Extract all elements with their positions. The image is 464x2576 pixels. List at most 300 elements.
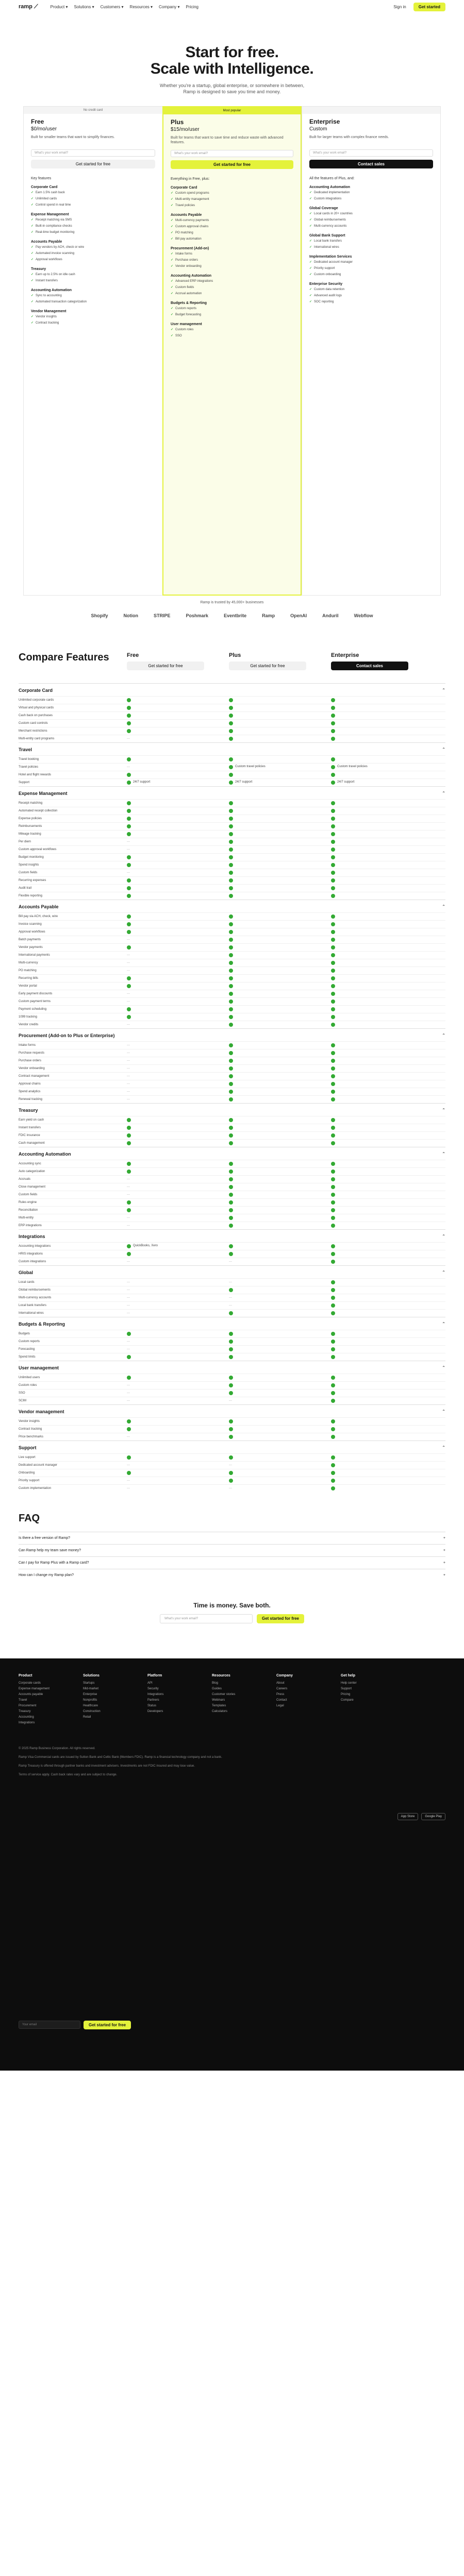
- included-check-icon: [127, 1141, 131, 1145]
- feature-cell: [331, 1433, 433, 1440]
- feature-name: International payments: [19, 954, 50, 957]
- included-check-icon: [331, 714, 335, 718]
- compare-section-header[interactable]: [19, 900, 445, 912]
- footer-link[interactable]: Press: [276, 1693, 285, 1696]
- feature-cell: [331, 1469, 433, 1477]
- faq-item[interactable]: [19, 1569, 445, 1581]
- table-row: [19, 861, 445, 869]
- check-icon: ✓: [309, 225, 312, 228]
- feature-cell: [331, 854, 433, 861]
- not-included-icon: —: [127, 1224, 130, 1227]
- compare-section-header[interactable]: [19, 743, 445, 755]
- feature-cell: [127, 815, 229, 822]
- feature-cell: [127, 1089, 229, 1095]
- feature-cell: [331, 1057, 433, 1064]
- check-icon: ✓: [31, 218, 34, 222]
- feature-cell: [331, 720, 433, 727]
- compare-column-cta[interactable]: Get started for free: [127, 662, 204, 670]
- compare-section-title: Support: [19, 1445, 37, 1450]
- feature-name: Accounting sync: [19, 1162, 41, 1165]
- footer-link[interactable]: Expense management: [19, 1687, 50, 1690]
- feature-cell: [127, 892, 229, 900]
- feature-item: [31, 294, 155, 298]
- feature-name: Recurring expenses: [19, 879, 46, 882]
- feature-group-title: Enterprise Security: [309, 282, 343, 286]
- check-icon: ✓: [171, 192, 174, 195]
- plan-features: [24, 168, 162, 326]
- included-check-icon: [127, 922, 131, 926]
- feature-cell: [127, 704, 229, 711]
- footer-link[interactable]: Status: [147, 1704, 157, 1707]
- compare-section: [19, 1147, 445, 1229]
- included-check-icon: [229, 1074, 233, 1078]
- footer-link[interactable]: Enterprise: [83, 1693, 97, 1696]
- feature-cell: [127, 968, 229, 974]
- included-check-icon: [331, 1090, 335, 1094]
- included-check-icon: [331, 992, 335, 996]
- compare-section: [19, 683, 445, 742]
- plan-cta-button[interactable]: Get started for free: [31, 160, 155, 168]
- feature-cell: [127, 991, 229, 997]
- included-check-icon: [229, 706, 233, 710]
- plan-tag: Most popular: [163, 107, 301, 114]
- feature-cell: [229, 1073, 331, 1080]
- included-check-icon: [127, 729, 131, 733]
- footer-link[interactable]: Accounts payable: [19, 1693, 43, 1696]
- footer-link[interactable]: Customer stories: [212, 1693, 236, 1696]
- feature-cell: [331, 823, 433, 830]
- footer-link[interactable]: Templates: [212, 1704, 226, 1707]
- chevron-up-icon[interactable]: ⌃: [442, 1270, 445, 1275]
- included-check-icon: [331, 809, 335, 813]
- feature-cell: [229, 861, 331, 869]
- included-check-icon: [127, 1419, 131, 1423]
- feature-cell: [229, 764, 331, 771]
- table-row: [19, 1433, 445, 1440]
- table-row: [19, 1309, 445, 1317]
- chevron-up-icon[interactable]: ⌃: [442, 791, 445, 795]
- included-check-icon: [127, 1200, 131, 1205]
- feature-cell: [331, 1183, 433, 1191]
- feature-cell: [331, 1346, 433, 1353]
- compare-section-header[interactable]: [19, 1441, 445, 1453]
- feature-cell: [331, 1013, 433, 1021]
- not-included-icon: —: [127, 737, 130, 740]
- table-row: [19, 1389, 445, 1397]
- included-check-icon: [229, 824, 233, 828]
- feature-item: [171, 204, 293, 208]
- bottom-email-input[interactable]: What's your work email?: [160, 1614, 253, 1623]
- not-included-icon: —: [127, 1185, 130, 1189]
- feature-cell: [331, 735, 433, 742]
- compare-section: [19, 1404, 445, 1440]
- feature-name: Custom payment terms: [19, 1000, 51, 1003]
- feature-name: Vendor portal: [19, 985, 37, 988]
- feature-name: Bill pay via ACH, check, wire: [19, 915, 58, 918]
- footer-link[interactable]: Webinars: [212, 1699, 225, 1702]
- included-check-icon: [331, 871, 335, 875]
- included-check-icon: [229, 848, 233, 852]
- faq-item[interactable]: [19, 1532, 445, 1544]
- feature-name: Multi-currency: [19, 961, 38, 964]
- footer-link[interactable]: Corporate cards: [19, 1682, 41, 1685]
- compare-section: [19, 1265, 445, 1317]
- feature-item: [171, 264, 293, 269]
- included-check-icon: [331, 945, 335, 950]
- plan-card-enterprise: [302, 106, 441, 596]
- feature-cell: [331, 1389, 433, 1397]
- footer-link[interactable]: Compare: [341, 1699, 354, 1702]
- footer-link[interactable]: Nonprofits: [83, 1699, 97, 1702]
- check-icon: ✓: [31, 273, 34, 276]
- table-row: [19, 771, 445, 778]
- chevron-up-icon[interactable]: ⌃: [442, 747, 445, 752]
- included-check-icon: [331, 729, 335, 733]
- footer-link[interactable]: Support: [341, 1687, 352, 1690]
- feature-label: Receipt matching via SMS: [36, 218, 72, 222]
- compare-section: [19, 1229, 445, 1265]
- feature-item: [171, 252, 293, 257]
- legal-text: Terms of service apply. Cash back rates vary and are subject to change.: [19, 1773, 118, 1776]
- chevron-up-icon[interactable]: ⌃: [442, 904, 445, 909]
- feature-cell-note: 24/7 support: [133, 781, 151, 784]
- table-row: [19, 727, 445, 735]
- table-row: [19, 704, 445, 711]
- included-check-icon: [127, 698, 131, 702]
- feature-cell: [127, 1081, 229, 1087]
- table-row: [19, 1330, 445, 1337]
- feature-name: Forecasting: [19, 1348, 35, 1351]
- footer-link[interactable]: Blog: [212, 1682, 219, 1685]
- ramp-logo[interactable]: ramp ⟋: [19, 3, 38, 10]
- included-check-icon: [331, 1252, 335, 1256]
- compare-section-header[interactable]: [19, 1147, 445, 1160]
- feature-cell: [127, 1140, 229, 1147]
- check-icon: ✓: [171, 204, 174, 207]
- footer-newsletter: [19, 2021, 131, 2029]
- included-check-icon: [229, 1133, 233, 1138]
- included-check-icon: [229, 1455, 233, 1460]
- feature-cell: [127, 1124, 229, 1131]
- included-check-icon: [331, 757, 335, 761]
- feature-cell: [229, 1338, 331, 1345]
- compare-section-header[interactable]: [19, 1104, 445, 1116]
- bottom-cta-title: Time is money. Save both.: [193, 1602, 271, 1609]
- footer-link[interactable]: Help center: [341, 1682, 357, 1685]
- footer-column-title: Solutions: [83, 1674, 100, 1677]
- not-included-icon: —: [127, 1044, 130, 1047]
- feature-cell: [127, 1338, 229, 1345]
- feature-name: Batch payments: [19, 938, 41, 941]
- included-check-icon: [229, 1288, 233, 1292]
- table-row: [19, 1116, 445, 1124]
- included-check-icon: [127, 1376, 131, 1380]
- nav-link[interactable]: Product ▾: [50, 4, 68, 9]
- included-check-icon: [127, 1126, 131, 1130]
- included-check-icon: [331, 1208, 335, 1212]
- feature-cell: [127, 1374, 229, 1381]
- not-included-icon: —: [127, 840, 130, 843]
- compare-section-header[interactable]: [19, 684, 445, 696]
- table-row: [19, 1453, 445, 1461]
- chevron-up-icon[interactable]: ⌃: [442, 1151, 445, 1156]
- nav-link[interactable]: Company ▾: [159, 4, 180, 9]
- not-included-icon: —: [127, 1000, 130, 1003]
- nav-link[interactable]: Customers ▾: [100, 4, 124, 9]
- feature-name: Payment scheduling: [19, 1008, 47, 1011]
- plan-cta-button[interactable]: Get started for free: [171, 160, 293, 169]
- feature-cell: [127, 921, 229, 928]
- table-row: [19, 1013, 445, 1021]
- table-row: [19, 1064, 445, 1072]
- check-icon: ✓: [171, 219, 174, 222]
- footer-link[interactable]: Integrations: [147, 1693, 164, 1696]
- table-row: [19, 912, 445, 920]
- check-icon: ✓: [171, 286, 174, 289]
- included-check-icon: [331, 1200, 335, 1205]
- nav-link[interactable]: Resources ▾: [129, 4, 153, 9]
- feature-cell: [229, 1374, 331, 1381]
- chevron-up-icon[interactable]: ⌃: [442, 1234, 445, 1239]
- footer-link[interactable]: Developers: [147, 1710, 163, 1713]
- plan-features-title: Everything in Free, plus:: [171, 177, 210, 181]
- faq-item[interactable]: [19, 1556, 445, 1569]
- compare-section-header[interactable]: [19, 1230, 445, 1242]
- compare-section-title: Global: [19, 1270, 34, 1275]
- customer-logo: Webflow: [354, 613, 373, 618]
- feature-cell: [229, 1183, 331, 1191]
- feature-item: [309, 300, 433, 304]
- chevron-up-icon[interactable]: ⌃: [442, 1033, 445, 1038]
- included-check-icon: [127, 757, 131, 761]
- feature-cell: [331, 885, 433, 892]
- footer-link[interactable]: Travel: [19, 1699, 27, 1702]
- header-get-started-button[interactable]: Get started: [413, 3, 445, 11]
- included-check-icon: [331, 817, 335, 821]
- footer-link[interactable]: Retail: [83, 1716, 91, 1719]
- feature-label: Custom reports: [175, 307, 197, 310]
- footer-link[interactable]: Procurement: [19, 1704, 37, 1707]
- footer-link[interactable]: Startups: [83, 1682, 95, 1685]
- chevron-up-icon[interactable]: ⌃: [442, 1409, 445, 1414]
- feature-cell: [331, 1199, 433, 1206]
- feature-cell: [127, 727, 229, 735]
- feature-cell: [331, 1140, 433, 1147]
- chevron-up-icon[interactable]: ⌃: [442, 1321, 445, 1326]
- feature-group-title: User management: [171, 323, 202, 326]
- feature-label: Custom fields: [175, 286, 194, 289]
- compare-column-cta[interactable]: Get started for free: [229, 662, 306, 670]
- feature-cell: [229, 982, 331, 990]
- not-included-icon: —: [127, 969, 130, 972]
- feature-cell: [331, 1088, 433, 1095]
- included-check-icon: [331, 1471, 335, 1475]
- footer-email-input[interactable]: Your email: [19, 2021, 80, 2029]
- customer-logo: Anduril: [322, 613, 339, 618]
- bottom-get-started-button[interactable]: Get started for free: [257, 1614, 304, 1623]
- footer-link[interactable]: Contact: [276, 1699, 287, 1702]
- feature-cell: [331, 1124, 433, 1131]
- included-check-icon: [331, 1082, 335, 1086]
- footer-link[interactable]: API: [147, 1682, 153, 1685]
- feature-cell: [229, 1330, 331, 1337]
- plan-email-input[interactable]: What's your work email?: [309, 149, 433, 157]
- nav-link[interactable]: Solutions ▾: [74, 4, 94, 9]
- footer-link[interactable]: Security: [147, 1687, 159, 1690]
- faq-question: How can I change my Ramp plan?: [19, 1573, 74, 1577]
- feature-item: [171, 307, 293, 311]
- feature-name: Automated receipt collection: [19, 809, 58, 812]
- included-check-icon: [229, 1066, 233, 1071]
- feature-cell: [229, 1302, 331, 1309]
- footer-link[interactable]: Healthcare: [83, 1704, 98, 1707]
- pricing-plans: [0, 106, 464, 596]
- footer-column-title: Company: [276, 1674, 293, 1677]
- feature-cell: [127, 736, 229, 742]
- app-badge[interactable]: App Store: [397, 1813, 419, 1820]
- sign-in-link[interactable]: Sign in: [393, 4, 406, 9]
- feature-cell: [229, 959, 331, 967]
- feature-item: [171, 197, 293, 202]
- feature-item: [309, 191, 433, 195]
- not-included-icon: —: [127, 954, 130, 957]
- not-included-icon: —: [127, 1216, 130, 1219]
- feature-cell: [229, 1080, 331, 1088]
- feature-item: [309, 218, 433, 223]
- feature-cell: [229, 1469, 331, 1477]
- feature-cell-note: 24/7 support: [235, 781, 253, 784]
- nav-link[interactable]: Pricing: [186, 4, 198, 9]
- not-included-icon: —: [127, 1296, 130, 1299]
- plus-icon[interactable]: +: [443, 1561, 445, 1565]
- faq-item[interactable]: [19, 1544, 445, 1556]
- plus-icon[interactable]: +: [443, 1549, 445, 1552]
- chevron-up-icon[interactable]: ⌃: [442, 1445, 445, 1450]
- legal-text: Ramp Treasury is offered through partner banks and investment advisers. Investments are not FDIC insured and may lose value.: [19, 1765, 195, 1768]
- check-icon: ✓: [171, 225, 174, 228]
- chevron-up-icon[interactable]: ⌃: [442, 1365, 445, 1370]
- feature-name: Cash management: [19, 1142, 45, 1145]
- included-check-icon: [229, 1126, 233, 1130]
- plan-description: Built for teams that want to save time and reduce waste with advanced features.: [171, 136, 284, 144]
- included-check-icon: [229, 1185, 233, 1189]
- feature-cell: [127, 839, 229, 845]
- footer-link[interactable]: Legal: [276, 1704, 284, 1707]
- feature-cell: [331, 1116, 433, 1124]
- check-icon: ✓: [171, 328, 174, 331]
- footer-link[interactable]: Mid-market: [83, 1687, 99, 1690]
- feature-cell: [127, 1418, 229, 1425]
- feature-item: [31, 203, 155, 208]
- compare-section-header[interactable]: [19, 1361, 445, 1374]
- compare-section-header[interactable]: [19, 1266, 445, 1278]
- footer-link[interactable]: Guides: [212, 1687, 222, 1690]
- footer-link[interactable]: Careers: [276, 1687, 288, 1690]
- compare-section: [19, 1028, 445, 1103]
- included-check-icon: [331, 1126, 335, 1130]
- chevron-up-icon[interactable]: ⌃: [442, 688, 445, 692]
- footer-column-title: Get help: [341, 1674, 356, 1677]
- footer-link[interactable]: Accounting: [19, 1716, 34, 1719]
- check-icon: ✓: [309, 212, 312, 215]
- included-check-icon: [127, 1244, 131, 1248]
- feature-name: Budgets: [19, 1332, 30, 1335]
- plan-email-input[interactable]: What's your work email?: [31, 149, 155, 157]
- feature-item: [309, 273, 433, 277]
- table-row: [19, 853, 445, 861]
- included-check-icon: [229, 1435, 233, 1439]
- included-check-icon: [229, 781, 233, 785]
- feature-label: Multi-currency payments: [175, 219, 209, 222]
- compare-section-header[interactable]: [19, 787, 445, 799]
- feature-cell: [127, 854, 229, 861]
- included-check-icon: [229, 1097, 233, 1101]
- footer-link[interactable]: Treasury: [19, 1710, 31, 1713]
- plus-icon[interactable]: +: [443, 1573, 445, 1577]
- feature-name: FDIC insurance: [19, 1134, 40, 1137]
- feature-cell: [331, 1454, 433, 1461]
- included-check-icon: [127, 945, 131, 950]
- footer-link[interactable]: Construction: [83, 1710, 101, 1713]
- feature-cell: [127, 1279, 229, 1285]
- footer-link[interactable]: Partners: [147, 1699, 159, 1702]
- feature-label: Global reimbursements: [314, 218, 346, 222]
- check-icon: ✓: [31, 294, 34, 297]
- check-icon: ✓: [31, 191, 34, 194]
- feature-group-title: Treasury: [31, 267, 46, 271]
- footer-link[interactable]: Calculators: [212, 1710, 228, 1713]
- feature-cell: [331, 1243, 433, 1250]
- footer-get-started-button[interactable]: Get started for free: [84, 2021, 131, 2029]
- feature-name: Support: [19, 781, 30, 784]
- feature-cell: [229, 823, 331, 830]
- feature-item: [31, 224, 155, 229]
- footer-link[interactable]: Integrations: [19, 1721, 35, 1724]
- check-icon: ✓: [31, 204, 34, 207]
- app-badge[interactable]: Google Play: [421, 1813, 445, 1820]
- feature-cell: [127, 928, 229, 936]
- included-check-icon: [331, 1391, 335, 1395]
- feature-cell: [127, 1302, 229, 1309]
- table-row: [19, 696, 445, 704]
- plan-email-input[interactable]: What's your work email?: [171, 150, 293, 157]
- feature-item: [171, 313, 293, 317]
- feature-label: Automated invoice scanning: [36, 252, 75, 255]
- check-icon: ✓: [309, 246, 312, 249]
- included-check-icon: [127, 1007, 131, 1011]
- compare-section-title: Budgets & Reporting: [19, 1321, 65, 1327]
- included-check-icon: [331, 721, 335, 725]
- feature-name: Flexible reporting: [19, 894, 43, 897]
- compare-section-header[interactable]: [19, 1405, 445, 1417]
- footer-link[interactable]: About: [276, 1682, 285, 1685]
- chevron-up-icon[interactable]: ⌃: [442, 1108, 445, 1112]
- footer-link[interactable]: Pricing: [341, 1693, 351, 1696]
- compare-section-header[interactable]: [19, 1317, 445, 1330]
- plus-icon[interactable]: +: [443, 1536, 445, 1540]
- check-icon: ✓: [171, 238, 174, 241]
- feature-name: Renewal tracking: [19, 1098, 43, 1101]
- included-check-icon: [331, 886, 335, 890]
- table-row: [19, 1049, 445, 1057]
- plan-cta-button[interactable]: Contact sales: [309, 160, 433, 168]
- compare-column-cta[interactable]: Contact sales: [331, 662, 408, 670]
- feature-item: [171, 231, 293, 235]
- compare-section-header[interactable]: [19, 1029, 445, 1041]
- feature-cell: [331, 1426, 433, 1433]
- check-icon: ✓: [309, 240, 312, 243]
- table-row: [19, 845, 445, 853]
